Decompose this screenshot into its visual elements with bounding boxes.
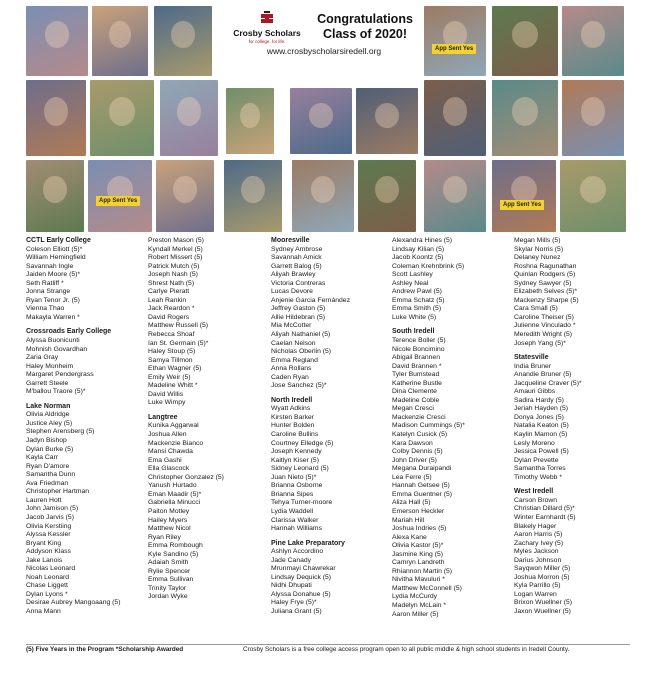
graduate-name: Ema Gashi — [148, 456, 182, 464]
graduate-name: Kara Dawson — [392, 439, 433, 447]
school-heading: Mooresville — [271, 237, 310, 244]
graduate-photo — [356, 88, 418, 154]
graduate-name: John Jamison (5) — [26, 505, 79, 513]
school-heading: Pine Lake Preparatory — [271, 539, 345, 547]
graduate-name: Lydia McCurdy — [392, 593, 438, 601]
graduate-name: Olivia Kerstiing — [26, 522, 72, 530]
graduate-name: Luke White (5) — [392, 313, 437, 321]
graduate-name: Alexa Kane — [392, 533, 427, 541]
graduate-name: Rhiannon Martin (5) — [392, 567, 453, 575]
graduate-name: Anna Mann — [26, 607, 61, 615]
graduate-name: Carlye Pieratt — [148, 288, 190, 296]
graduate-name: Olivia Kastor (5)* — [392, 542, 444, 550]
graduate-name: Megana Duraipandi — [392, 465, 452, 473]
graduate-name: Ashlyn Accordino — [271, 548, 324, 556]
graduate-name: Roshna Ragunathan — [514, 262, 577, 270]
graduate-name: Matthew Nicol — [148, 525, 191, 533]
graduate-name: Joshua Morron (5) — [514, 573, 570, 581]
graduate-name: Jaxon Wuellner (5) — [514, 607, 571, 615]
graduate-name: Wyatt Adkins — [271, 405, 311, 413]
graduate-name: Mariah Hill — [392, 516, 425, 524]
graduate-name: Stephen Arensberg (5) — [26, 428, 95, 436]
graduate-name: Emma Schatz (5) — [392, 296, 445, 304]
graduate-name: Winter Earnhardt (5) — [514, 513, 576, 521]
graduate-name: Ethan Wagner (5) — [148, 365, 202, 373]
graduate-name: Katelyn Cusick (5) — [392, 431, 448, 439]
graduate-name: Garrett Balog (5) — [271, 262, 322, 270]
graduate-name: John Driver (5) — [392, 456, 437, 464]
graduate-name: Rylie Spencer — [148, 567, 191, 575]
graduate-name: Jacob Jarvis (5) — [26, 513, 74, 521]
graduate-name: Aliyah Nathaniel (5) — [271, 331, 331, 339]
graduate-photo — [358, 160, 416, 232]
school-heading: Statesville — [514, 354, 549, 362]
graduate-name: Adaiah Smith — [148, 559, 189, 567]
graduate-name: Mackenzie Bianco — [148, 439, 204, 447]
school-heading: South Iredell — [392, 328, 435, 336]
graduate-name: Hannah Williams — [271, 525, 322, 533]
graduate-photo — [424, 160, 486, 232]
graduate-name: Margaret Pendergrass — [26, 371, 94, 379]
graduate-name: Delaney Nunez — [514, 254, 561, 262]
graduate-name: Samya Tillmon — [148, 356, 193, 364]
graduate-name: Patrick Mutch (5) — [148, 262, 200, 270]
graduate-name: Sydney Sawyer (5) — [514, 279, 572, 287]
graduate-name: Samantha Dunn — [26, 471, 76, 479]
graduate-photo — [492, 80, 558, 156]
names-column — [514, 237, 640, 617]
graduate-name: Joseph Yang (5)* — [514, 339, 566, 347]
graduate-name: Savannah Amick — [271, 254, 322, 262]
graduate-name: Mia McCotter — [271, 322, 312, 330]
graduate-name: Emma Guentner (5) — [392, 490, 453, 498]
graduate-photo — [492, 6, 558, 76]
graduate-name: Savannah Ingle — [26, 262, 74, 270]
graduate-name: Christopher Gonzalez (5) — [148, 473, 224, 481]
graduate-name: Mohnish Govardhan — [26, 345, 88, 353]
graduate-name: Gabriella Minucci — [148, 499, 201, 507]
graduate-name: Kaylin Mamon (5) — [514, 431, 568, 439]
graduate-name: Emerson Heckler — [392, 507, 445, 515]
graduate-name: Elizabeth Selves (5)* — [514, 288, 578, 296]
graduate-name: Coleman Krehnbrink (5) — [392, 262, 465, 270]
graduate-photo — [560, 160, 626, 232]
graduate-name: Sadira Hardy (5) — [514, 396, 564, 404]
graduate-name: Ryan D'amore — [26, 462, 70, 470]
graduate-name: Jaiden Moore (5)* — [26, 271, 81, 279]
graduate-name: Preston Mason (5) — [148, 237, 204, 244]
graduate-name: Kunika Aggarwal — [148, 422, 199, 430]
graduate-name: Ian St. Germain (5)* — [148, 339, 209, 347]
graduate-name: Nivitha Mavuluri * — [392, 576, 445, 584]
graduate-name: David Rogers — [148, 313, 190, 321]
school-heading: North Iredell — [271, 396, 313, 404]
graduate-photo — [92, 6, 148, 76]
graduate-name: Jasmine King (5) — [392, 550, 443, 558]
graduate-photo — [424, 6, 486, 76]
graduate-name: Chase Liggett — [26, 582, 68, 590]
graduate-name: Emma Regland — [271, 356, 318, 364]
graduate-name: Dylan Lyons * — [26, 590, 68, 598]
graduate-name: Emma Sullivan — [148, 576, 194, 584]
graduate-name: Noah Leonard — [26, 573, 70, 581]
org-name: Crosby Scholars — [233, 28, 301, 38]
graduate-photo — [90, 80, 154, 156]
graduate-name: Blakely Hager — [514, 522, 557, 530]
graduate-photo — [424, 80, 486, 156]
app-sent-sign: App Sent Yes — [96, 196, 140, 206]
graduate-name: Ava Friedman — [26, 479, 69, 487]
graduate-name: Natalia Keaton (5) — [514, 422, 569, 430]
graduate-name: Jack Reardon * — [148, 305, 195, 313]
graduate-name: Darius Johnson — [514, 556, 562, 564]
graduate-name: Anna Rollans — [271, 365, 312, 373]
school-heading: Crossroads Early College — [26, 328, 112, 336]
graduate-name: Seth Ratliff * — [26, 279, 64, 287]
graduate-name: David Willis — [148, 390, 184, 398]
graduate-name: Tyler Bumstead — [392, 371, 440, 379]
graduate-name: Anjenie Garcia Fernández — [271, 296, 350, 304]
graduate-photo — [290, 88, 352, 154]
graduate-name: Myles Jackson — [514, 548, 559, 556]
graduate-name: Zaria Gray — [26, 354, 59, 362]
graduate-name: Cara Small (5) — [514, 305, 558, 313]
graduate-name: Lea Ferre (5) — [392, 473, 432, 481]
graduate-name: Colby Dennis (5) — [392, 448, 443, 456]
graduate-name: Lucas Devore — [271, 288, 313, 296]
graduate-name: Haley Frye (5)* — [271, 599, 317, 607]
graduate-name: Justice Aley (5) — [26, 419, 73, 427]
graduate-name: Robert Missert (5) — [148, 254, 203, 262]
graduate-name: Bryant King — [26, 539, 62, 547]
graduate-name: Megan Mills (5) — [514, 237, 561, 244]
graduate-name: Ryan Riley — [148, 533, 181, 541]
graduate-name: Yanush Hurtado — [148, 482, 197, 490]
graduate-name: Megan Cresci — [392, 405, 434, 413]
graduate-name: Anandie Bruner (5) — [514, 371, 572, 379]
graduate-name: Courtney Elledge (5) — [271, 439, 334, 447]
graduate-name: Sidney Leonard (5) — [271, 465, 329, 473]
title-line-1: Congratulations — [317, 12, 413, 26]
graduate-name: Juliana Grant (5) — [271, 607, 322, 615]
graduate-name: Amauri Gibbs — [514, 388, 556, 396]
graduate-name: Leah Rankin — [148, 296, 187, 304]
graduate-name: Olivia Aldridge — [26, 411, 70, 419]
graduate-name: Madeline Whitt * — [148, 382, 198, 390]
graduate-name: Alexandra Hines (5) — [392, 237, 453, 244]
graduate-name: Aaron Harris (5) — [514, 531, 563, 539]
graduate-name: Coleson Elliott (5)* — [26, 245, 83, 253]
graduate-name: Mackenzie Cresci — [392, 413, 446, 421]
graduate-name: Dina Clemente — [392, 388, 437, 396]
graduate-name: Trinity Taylor — [148, 584, 187, 592]
footer-legend: (5) Five Years in the Program *Scholarship Awarded — [26, 646, 184, 653]
graduate-name: Matthew Russell (5) — [148, 322, 209, 330]
graduate-name: Hannah Getsee (5) — [392, 482, 450, 490]
graduate-name: Emma Rombough — [148, 542, 203, 550]
graduate-name: Kyle Sandino (5) — [148, 550, 199, 558]
graduate-name: Jake Lanois — [26, 556, 63, 564]
graduate-name: Jose Sanchez (5)* — [271, 382, 327, 390]
graduate-name: Katherine Bustle — [392, 379, 442, 387]
graduate-photo — [226, 88, 274, 154]
graduate-name: Brianna Sipes — [271, 490, 314, 498]
graduate-name: Andrew Pawl (5) — [392, 288, 442, 296]
graduate-name: David Brannen * — [392, 362, 442, 370]
graduate-name: Lindsay Dequick (5) — [271, 573, 332, 581]
graduate-name: Kirsten Barker — [271, 413, 315, 421]
graduate-name: Skylar Norris (5) — [514, 245, 564, 253]
graduate-photo — [562, 80, 624, 156]
graduate-name: Emily Weir (5) — [148, 373, 191, 381]
footer — [0, 644, 655, 658]
graduate-name: Kyndall Merkel (5) — [148, 245, 203, 253]
footer-divider — [26, 644, 630, 645]
graduate-name: Aaron Miller (5) — [392, 610, 439, 618]
graduate-name: Clarissa Walker — [271, 516, 319, 524]
graduate-name: Haley Monheim — [26, 362, 74, 370]
graduate-name: Timothy Webb * — [514, 473, 562, 481]
graduate-name: Caden Ryan — [271, 373, 309, 381]
org-tagline: for college. for life. — [248, 39, 286, 44]
graduate-name: Jonna Strange — [26, 288, 71, 296]
graduate-name: Paiton Motley — [148, 507, 190, 515]
names-column — [392, 237, 518, 619]
graduate-name: Nidhi Dhupati — [271, 582, 312, 590]
graduate-name: Kaitlyn Kiser (5) — [271, 456, 319, 464]
graduate-name: Alyssa Donahue (5) — [271, 590, 331, 598]
graduate-name: Mackenzy Sharpe (5) — [514, 296, 579, 304]
graduate-photo — [26, 80, 86, 156]
graduate-name: Caelan Nelson — [271, 339, 316, 347]
graduate-name: Caroline Bullins — [271, 431, 319, 439]
graduate-name: Joseph Kennedy — [271, 448, 322, 456]
crosby-logo — [232, 10, 302, 50]
graduate-name: Eman Maadir (5)* — [148, 490, 202, 498]
graduate-name: Alyssa Buonicunti — [26, 337, 80, 345]
graduate-name: Alyssa Kessler — [26, 531, 71, 539]
graduate-name: Ryan Tenor Jr. (5) — [26, 296, 80, 304]
graduate-name: Jacqueline Craver (5)* — [514, 379, 582, 387]
graduate-photo — [492, 160, 556, 232]
graduate-name: Shrest Nath (5) — [148, 279, 195, 287]
graduate-name: Abigail Brannen — [392, 354, 440, 362]
graduate-photo — [562, 6, 624, 76]
graduate-name: Madelyn McLain * — [392, 601, 447, 609]
graduate-name: Quinlan Rodgers (5) — [514, 271, 576, 279]
graduate-name: Tehya Turner-moore — [271, 499, 333, 507]
graduate-name: India Bruner — [514, 362, 552, 370]
names-column — [271, 237, 397, 617]
graduate-name: Madison Cummings (5)* — [392, 422, 465, 430]
graduate-name: Ella Glascock — [148, 465, 190, 473]
graduate-name: Sydney Ambrose — [271, 245, 323, 253]
app-sent-sign: App Sent Yes — [500, 200, 544, 210]
page-title — [306, 12, 424, 42]
graduate-name: Jade Canady — [271, 556, 312, 564]
graduate-name: Zachary Ivey (5) — [514, 539, 564, 547]
graduate-photo — [26, 160, 84, 232]
graduate-name: Jeriah Hayden (5) — [514, 405, 569, 413]
graduate-name: Aliyah Brawley — [271, 271, 316, 279]
graduate-name: Caroline Theiser (5) — [514, 313, 574, 321]
graduate-name: Garrett Steele — [26, 379, 69, 387]
graduate-name: Mansi Chawda — [148, 448, 193, 456]
graduate-name: Emma Smith (5) — [392, 305, 442, 313]
crosby-logo-icon — [258, 10, 276, 26]
graduate-photo — [26, 6, 88, 76]
graduate-name: Joshua Allen — [148, 431, 187, 439]
graduate-name: Victoria Contreras — [271, 279, 326, 287]
graduate-name: Matthew McConnell (5) — [392, 584, 462, 592]
graduate-name: Nicole Boncimino — [392, 345, 445, 353]
graduate-name: Joshua Indries (5) — [392, 525, 447, 533]
graduate-name: Madeline Coble — [392, 396, 440, 404]
graduate-name: Hailey Myers — [148, 516, 188, 524]
graduate-name: Samantha Torres — [514, 465, 566, 473]
graduate-photo — [292, 160, 354, 232]
graduate-name: Lesly Moreno — [514, 439, 555, 447]
graduate-name: Camryn Landreth — [392, 559, 445, 567]
app-sent-sign: App Sent Yes — [432, 44, 476, 54]
graduate-name: Dylan Prevette — [514, 456, 559, 464]
graduate-name: Christopher Hartman — [26, 488, 90, 496]
graduate-name: Jacob Koontz (5) — [392, 254, 444, 262]
graduate-name: Dylan Burke (5) — [26, 445, 74, 453]
school-heading: Lake Norman — [26, 402, 71, 410]
graduate-name: Scott Lashley — [392, 271, 433, 279]
graduate-name: Juan Nieto (5)* — [271, 473, 317, 481]
website-url: www.crosbyscholarsiredell.org — [266, 46, 382, 56]
graduate-name: Kayla Carr — [26, 454, 59, 462]
graduate-name: Allie Hildebran (5) — [271, 313, 326, 321]
graduate-name: Nicolas Leonard — [26, 565, 76, 573]
graduate-name: Hunter Bolden — [271, 422, 315, 430]
graduate-name: Lauren Hott — [26, 496, 62, 504]
title-line-2: Class of 2020! — [322, 27, 408, 41]
graduate-name: Joseph Nash (5) — [148, 271, 198, 279]
graduate-name: Ashley Neal — [392, 279, 429, 287]
graduate-name: Logan Warren — [514, 590, 557, 598]
graduate-name: Aliza Hall (5) — [392, 499, 431, 507]
graduate-name: Donya Jones (5) — [514, 413, 564, 421]
graduate-name: Julienne Vinculado * — [514, 322, 576, 330]
footer-note: Crosby Scholars is a free college access program open to all public middle & high school students in Iredell County. — [243, 646, 570, 653]
graduate-name: Brixon Wuellner (5) — [514, 599, 573, 607]
graduate-name: Nicholas Oberlin (5) — [271, 348, 332, 356]
graduate-name: Jordan Wyke — [148, 593, 188, 601]
graduate-name: Christian Dillard (5)* — [514, 505, 575, 513]
school-heading: CCTL Early College — [26, 237, 91, 244]
graduate-name: Rebecca Shoaf — [148, 331, 195, 339]
header — [226, 6, 422, 86]
graduate-name: Addyson Klass — [26, 548, 71, 556]
graduate-name: Lindsay Kilian (5) — [392, 245, 445, 253]
graduate-photo — [154, 6, 212, 76]
graduate-photo — [160, 80, 218, 156]
graduate-name: Mrunmayi Chawrekar — [271, 565, 336, 573]
graduate-name: Haley Stoup (5) — [148, 348, 196, 356]
graduate-name: Jessica Powell (5) — [514, 448, 569, 456]
graduate-name: William Hemingfield — [26, 254, 86, 262]
graduate-name: Desirae Aubrey Mangoaang (5) — [26, 599, 121, 607]
school-heading: West Iredell — [514, 488, 554, 496]
graduate-name: Vienna Thao — [26, 305, 65, 313]
graduate-name: Terence Boller (5) — [392, 337, 446, 345]
graduate-name: Sayqwon Miller (5) — [514, 565, 571, 573]
graduate-name: Carson Brown — [514, 496, 558, 504]
graduate-photo — [224, 160, 282, 232]
names-column — [148, 237, 274, 602]
graduate-name: Meredith Wright (5) — [514, 331, 573, 339]
graduate-name: Kyla Parrillo (5) — [514, 582, 561, 590]
graduate-name: Jadyn Bishop — [26, 437, 67, 445]
graduate-photo — [156, 160, 214, 232]
school-heading: Langtree — [148, 413, 178, 421]
graduate-name: Makayla Warren * — [26, 313, 80, 321]
graduate-name: Lydia Waddell — [271, 507, 314, 515]
graduate-name: Jeffrey Gaston (5) — [271, 305, 326, 313]
graduate-name: M'ballou Traore (5)* — [26, 388, 86, 396]
names-column — [26, 237, 152, 617]
graduate-name: Luke Wimpy — [148, 399, 186, 407]
graduate-name: Brianna Osborne — [271, 482, 323, 490]
